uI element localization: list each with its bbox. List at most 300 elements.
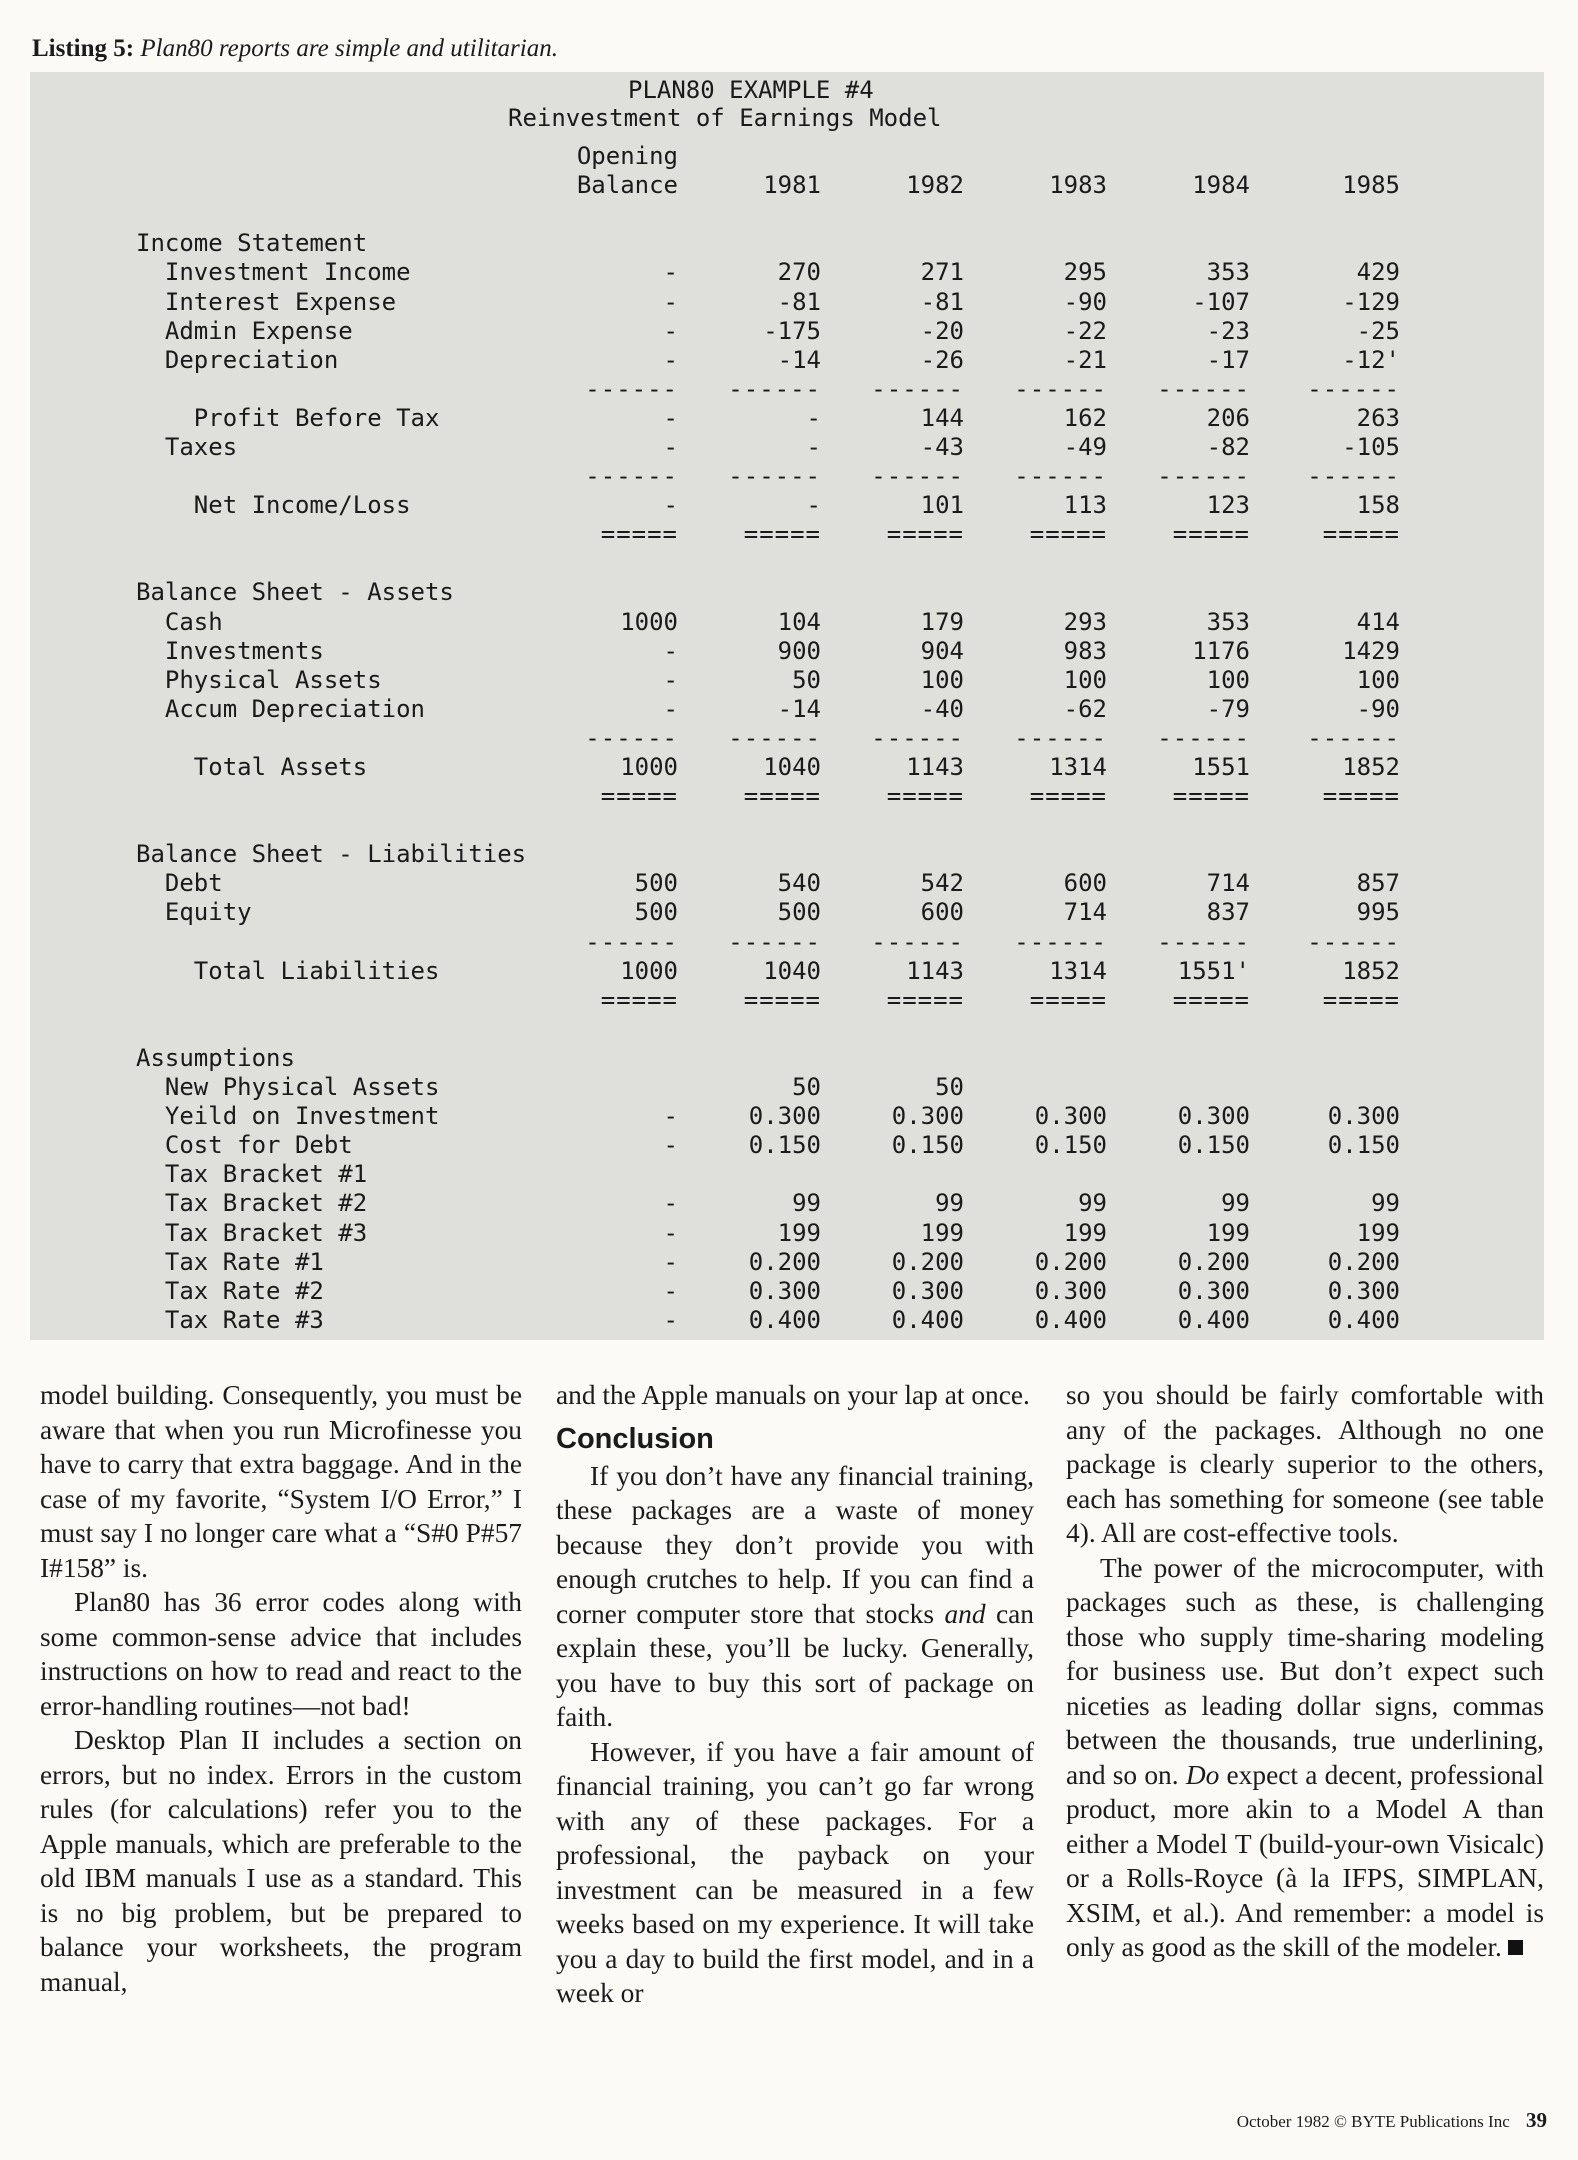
paragraph: so you should be fairly comfortable with any of the packages. Although no one package is clearly superior to the others, each has something for someone (see table 4). All are cost-effective tools. <box>1066 1380 1544 1548</box>
listing-row-label: Tax Bracket #2 <box>136 1189 368 1218</box>
listing-cell: ------ <box>1307 374 1400 403</box>
listing-cell: 0.300 <box>748 1276 821 1305</box>
listing-cell: 0.400 <box>891 1305 964 1334</box>
listing-cell <box>1250 578 1400 607</box>
listing-row-label: Total Assets <box>136 753 368 782</box>
listing-cell: ------ <box>728 374 821 403</box>
emphasis-text: and <box>944 1598 986 1629</box>
listing-cell: ===== <box>600 985 678 1014</box>
listing-row <box>136 1015 1400 1044</box>
listing-label: Listing 5: <box>32 35 135 62</box>
listing-cell: -49 <box>1063 432 1107 461</box>
listing-cell: ------ <box>1307 462 1400 491</box>
listing-cell <box>964 1073 1107 1102</box>
listing-row <box>136 1248 1400 1277</box>
listing-cell: -90 <box>1356 694 1400 723</box>
listing-cell: 500 <box>777 898 821 927</box>
listing-cell <box>1107 142 1250 171</box>
listing-row-label: Net Income/Loss <box>136 491 411 520</box>
listing-cell: 1000 <box>620 753 678 782</box>
listing-cell <box>821 1015 964 1044</box>
listing-cell: 600 <box>1063 869 1107 898</box>
listing-cell <box>1107 578 1250 607</box>
listing-cell: -90 <box>1063 287 1107 316</box>
listing-cell <box>1250 1015 1400 1044</box>
listing-cell: 104 <box>777 607 821 636</box>
listing-table <box>136 142 1400 1335</box>
listing-cell <box>1107 200 1250 229</box>
listing-cell: 144 <box>920 403 964 432</box>
article-column-1 <box>40 1378 522 1999</box>
listing-row-label: Equity <box>136 898 252 927</box>
listing-cell: 353 <box>1206 258 1250 287</box>
listing-cell: 1982 <box>906 171 964 200</box>
article-column-2 <box>556 1378 1034 2011</box>
listing-cell: -23 <box>1206 316 1250 345</box>
listing-cell <box>1107 840 1250 869</box>
listing-cell <box>1250 549 1400 578</box>
listing-cell <box>1250 840 1400 869</box>
listing-cell: ===== <box>886 520 964 549</box>
listing-cell <box>1107 811 1250 840</box>
listing-cell: 1143 <box>906 956 964 985</box>
paragraph <box>556 1459 1034 1735</box>
listing-cell: ------ <box>1014 374 1107 403</box>
listing-cell: 0.400 <box>748 1305 821 1334</box>
listing-cell: 199 <box>1356 1218 1400 1247</box>
listing-cell: -25 <box>1356 316 1400 345</box>
listing-row-label <box>136 986 568 1015</box>
listing-cell: ------ <box>1014 927 1107 956</box>
listing-row <box>136 287 1400 316</box>
listing-cell: ------ <box>871 462 964 491</box>
listing-cell: 0.200 <box>1327 1247 1400 1276</box>
listing-cell: - <box>663 1305 678 1334</box>
listing-cell: 50 <box>935 1073 964 1102</box>
listing-row-label: Tax Bracket #3 <box>136 1218 368 1247</box>
listing-cell <box>678 142 821 171</box>
listing-cell: ===== <box>1322 520 1400 549</box>
listing-row <box>136 986 1400 1015</box>
listing-cell <box>1250 811 1400 840</box>
listing-cell <box>1250 1073 1400 1102</box>
listing-row-label: Taxes <box>136 432 238 461</box>
listing-cell <box>821 142 964 171</box>
listing-cell: 1852 <box>1342 956 1400 985</box>
listing-cell: - <box>806 403 821 432</box>
listing-row <box>136 957 1400 986</box>
listing-row-label <box>136 375 568 404</box>
listing-cell: ------ <box>1307 927 1400 956</box>
listing-cell: 1176 <box>1192 636 1250 665</box>
listing-cell <box>964 1044 1107 1073</box>
listing-cell: 1981 <box>763 171 821 200</box>
listing-cell: 857 <box>1356 869 1400 898</box>
listing-row <box>136 491 1400 520</box>
listing-cell: ------ <box>871 927 964 956</box>
listing-row <box>136 258 1400 287</box>
listing-cell: 1314 <box>1049 753 1107 782</box>
listing-row <box>136 520 1400 549</box>
listing-cell: -175 <box>763 316 821 345</box>
listing-cell: -12' <box>1342 345 1400 374</box>
listing-cell: -17 <box>1206 345 1250 374</box>
listing-cell <box>964 840 1107 869</box>
listing-cell <box>964 549 1107 578</box>
listing-cell: 0.300 <box>1177 1102 1250 1131</box>
listing-cell: 162 <box>1063 403 1107 432</box>
listing-cell: 100 <box>920 665 964 694</box>
listing-cell <box>964 811 1107 840</box>
listing-cell: 199 <box>1206 1218 1250 1247</box>
listing-row <box>136 840 1400 869</box>
listing-row-label: Tax Rate #1 <box>136 1247 324 1276</box>
section-heading: Conclusion <box>556 1422 714 1455</box>
listing-cell: - <box>663 287 678 316</box>
listing-cell <box>821 578 964 607</box>
listing-cell: 900 <box>777 636 821 665</box>
listing-cell: 1314 <box>1049 956 1107 985</box>
listing-cell <box>568 200 678 229</box>
listing-row <box>136 462 1400 491</box>
listing-cell <box>568 1160 678 1189</box>
listing-cell: ------ <box>1157 374 1250 403</box>
listing-cell: -107 <box>1192 287 1250 316</box>
listing-row <box>136 317 1400 346</box>
listing-cell: ------ <box>728 462 821 491</box>
listing-cell <box>568 1015 678 1044</box>
listing-row-label: Depreciation <box>136 345 339 374</box>
listing-cell: - <box>806 432 821 461</box>
listing-cell: 271 <box>920 258 964 287</box>
page-number: 39 <box>1526 2108 1547 2132</box>
end-of-article-mark <box>1508 1940 1523 1955</box>
listing-row <box>136 1189 1400 1218</box>
listing-row-label <box>136 520 568 549</box>
paragraph: model building. Consequently, you must be aware that when you run Microfinesse you have to carry that extra baggage. And in the case of my favorite, “System I/O Error,” I must say I no longer care what a “S#0 P#57 I#158” is. <box>40 1380 522 1583</box>
listing-cell: ===== <box>1172 782 1250 811</box>
listing-row <box>136 1160 1400 1189</box>
listing-row-label <box>136 171 568 200</box>
listing-cell: 100 <box>1356 665 1400 694</box>
listing-cell: 50 <box>792 1073 821 1102</box>
paragraph: Plan80 has 36 error codes along with some common-sense advice that includes instructions on how to read and react to the error-handling routines—not bad! <box>40 1587 522 1721</box>
listing-cell <box>964 142 1107 171</box>
listing-cell: 270 <box>777 258 821 287</box>
listing-row-label <box>136 928 568 957</box>
listing-cell: 1000 <box>620 956 678 985</box>
listing-row <box>136 578 1400 607</box>
listing-cell <box>1250 1044 1400 1073</box>
listing-cell: 99 <box>1371 1189 1400 1218</box>
listing-row <box>136 142 1400 171</box>
listing-cell: 1040 <box>763 956 821 985</box>
listing-cell: ===== <box>743 520 821 549</box>
listing-row <box>136 782 1400 811</box>
listing-cell <box>568 1044 678 1073</box>
listing-cell: ------ <box>1014 462 1107 491</box>
listing-row-label: Investments <box>136 636 324 665</box>
listing-cell <box>678 549 821 578</box>
listing-cell <box>678 200 821 229</box>
listing-cell: 0.300 <box>1177 1276 1250 1305</box>
paragraph: and the Apple manuals on your lap at once. <box>556 1380 1030 1410</box>
listing-cell: 414 <box>1356 607 1400 636</box>
listing-cell <box>1250 229 1400 258</box>
listing-row <box>136 404 1400 433</box>
listing-cell: 0.400 <box>1177 1305 1250 1334</box>
listing-cell <box>821 229 964 258</box>
listing-cell: 714 <box>1206 869 1250 898</box>
listing-cell: -105 <box>1342 432 1400 461</box>
listing-cell: - <box>663 1102 678 1131</box>
listing-row <box>136 1073 1400 1102</box>
listing-cell: 0.400 <box>1034 1305 1107 1334</box>
listing-cell: - <box>663 491 678 520</box>
listing-cell: 542 <box>920 869 964 898</box>
listing-cell <box>821 840 964 869</box>
listing-cell <box>678 229 821 258</box>
listing-cell: -62 <box>1063 694 1107 723</box>
listing-row <box>136 1218 1400 1247</box>
listing-row <box>136 1277 1400 1306</box>
listing-row-label: Balance Sheet - Liabilities <box>136 840 527 869</box>
listing-cell: -20 <box>920 316 964 345</box>
listing-cell: 0.150 <box>1327 1131 1400 1160</box>
listing-cell <box>964 1015 1107 1044</box>
listing-row <box>136 753 1400 782</box>
listing-cell: 101 <box>920 491 964 520</box>
listing-cell: 199 <box>1063 1218 1107 1247</box>
listing-cell: ===== <box>743 985 821 1014</box>
listing-cell <box>568 811 678 840</box>
listing-cell <box>678 1044 821 1073</box>
listing-row-label: Tax Rate #3 <box>136 1305 324 1334</box>
listing-row-label <box>136 142 568 171</box>
listing-cell <box>964 200 1107 229</box>
listing-cell: 0.200 <box>748 1247 821 1276</box>
listing-cell: -43 <box>920 432 964 461</box>
listing-cell: ------ <box>585 462 678 491</box>
listing-cell: ------ <box>1157 927 1250 956</box>
listing-cell: 600 <box>920 898 964 927</box>
listing-cell: 0.300 <box>1034 1102 1107 1131</box>
listing-cell: 1983 <box>1049 171 1107 200</box>
listing-cell <box>1250 1160 1400 1189</box>
listing-cell: 179 <box>920 607 964 636</box>
listing-row-label: Investment Income <box>136 258 411 287</box>
listing-cell <box>678 1015 821 1044</box>
listing-cell: -14 <box>777 694 821 723</box>
listing-cell: 293 <box>1063 607 1107 636</box>
listing-cell: ------ <box>728 723 821 752</box>
listing-cell: 1143 <box>906 753 964 782</box>
listing-cell <box>821 200 964 229</box>
listing-title: PLAN80 EXAMPLE #4 <box>628 76 874 104</box>
listing-row <box>136 724 1400 753</box>
listing-row <box>136 637 1400 666</box>
listing-cell: 0.400 <box>1327 1305 1400 1334</box>
listing-row-label: Profit Before Tax <box>136 403 440 432</box>
listing-cell: 0.200 <box>1034 1247 1107 1276</box>
listing-cell: -40 <box>920 694 964 723</box>
listing-cell: 1429 <box>1342 636 1400 665</box>
listing-cell <box>821 549 964 578</box>
listing-row-label: Interest Expense <box>136 287 397 316</box>
listing-cell: ------ <box>1014 723 1107 752</box>
listing-cell: 1984 <box>1192 171 1250 200</box>
listing-row-label: Total Liabilities <box>136 956 440 985</box>
listing-cell <box>568 840 678 869</box>
listing-cell: - <box>663 1131 678 1160</box>
listing-cell: 0.150 <box>748 1131 821 1160</box>
listing-cell: -14 <box>777 345 821 374</box>
paragraph: Desktop Plan II includes a section on errors, but no index. Errors in the custom rules (for calculations) refer you to the Apple manuals, which are preferable to the old IBM manuals I use as a standard. This is no big problem, but be prepared to balance your worksheets, the program manual, <box>40 1725 522 1997</box>
listing-cell: - <box>663 1276 678 1305</box>
listing-row-label: Yeild on Investment <box>136 1102 440 1131</box>
listing-cell: -79 <box>1206 694 1250 723</box>
listing-row-label: Debt <box>136 869 223 898</box>
listing-cell: 983 <box>1063 636 1107 665</box>
listing-row-label: Balance Sheet - Assets <box>136 578 454 607</box>
listing-cell: 295 <box>1063 258 1107 287</box>
listing-cell: 99 <box>935 1189 964 1218</box>
listing-cell: 1551' <box>1177 956 1250 985</box>
listing-row <box>136 811 1400 840</box>
listing-subtitle: Reinvestment of Earnings Model <box>508 104 942 132</box>
listing-row <box>136 433 1400 462</box>
listing-cell: -129 <box>1342 287 1400 316</box>
listing-row <box>136 928 1400 957</box>
listing-row-label: Cash <box>136 607 223 636</box>
listing-cell: - <box>663 1218 678 1247</box>
listing-cell <box>821 1044 964 1073</box>
listing-cell: ===== <box>600 782 678 811</box>
listing-cell: ------ <box>1157 462 1250 491</box>
listing-cell: 904 <box>920 636 964 665</box>
paragraph-text: expect a decent, professional product, more akin to a Model A than either a Model T (build-your-own Visicalc) or a Rolls-Royce (à la IFPS, SIMPLAN, XSIM, et al.). And remember: a model is only as good as the skill of the modeler. <box>1066 1759 1545 1962</box>
listing-cell: 158 <box>1356 491 1400 520</box>
listing-cell <box>964 229 1107 258</box>
listing-cell: 113 <box>1063 491 1107 520</box>
listing-cell: - <box>663 1189 678 1218</box>
listing-row-label <box>136 1015 568 1044</box>
listing-cell: ===== <box>600 520 678 549</box>
listing-cell: ===== <box>1322 985 1400 1014</box>
listing-row <box>136 171 1400 200</box>
listing-cell: 500 <box>634 869 678 898</box>
listing-cell: 199 <box>920 1218 964 1247</box>
listing-row <box>136 1131 1400 1160</box>
listing-cell: ------ <box>1157 723 1250 752</box>
listing-cell <box>1250 142 1400 171</box>
listing-row-label <box>136 200 568 229</box>
listing-row <box>136 346 1400 375</box>
listing-cell: ------ <box>728 927 821 956</box>
listing-cell <box>568 229 678 258</box>
listing-cell: 1852 <box>1342 753 1400 782</box>
listing-row-label <box>136 462 568 491</box>
listing-cell: 123 <box>1206 491 1250 520</box>
listing-cell <box>1250 200 1400 229</box>
listing-cell <box>1107 1044 1250 1073</box>
listing-row <box>136 608 1400 637</box>
listing-cell: - <box>663 1247 678 1276</box>
listing-row-label: Income Statement <box>136 229 368 258</box>
listing-cell: 1551 <box>1192 753 1250 782</box>
listing-cell: ===== <box>1029 520 1107 549</box>
listing-row-label: Assumptions <box>136 1043 295 1072</box>
listing-cell: 995 <box>1356 898 1400 927</box>
listing-cell: ===== <box>1172 985 1250 1014</box>
listing-cell: ===== <box>1172 520 1250 549</box>
listing-row-label: Physical Assets <box>136 665 382 694</box>
listing-cell: Balance <box>576 171 678 200</box>
listing-cell: 429 <box>1356 258 1400 287</box>
paragraph-text: The power of the microcomputer, with packages such as these, is challenging those who supply time-sharing modeling for business use. But don’t expect such niceties as leading dollar signs, commas between the thousands, true underlining, and so on. <box>1066 1552 1544 1790</box>
listing-cell <box>964 578 1107 607</box>
listing-cell <box>1107 549 1250 578</box>
listing-cell: 0.150 <box>1034 1131 1107 1160</box>
listing-cell: 1040 <box>763 753 821 782</box>
listing-row-label: Tax Bracket #1 <box>136 1160 368 1189</box>
listing-cell: 99 <box>1221 1189 1250 1218</box>
listing-cell: 100 <box>1063 665 1107 694</box>
listing-cell <box>568 1073 678 1102</box>
listing-cell: -81 <box>777 287 821 316</box>
listing-cell: 99 <box>792 1189 821 1218</box>
listing-cell <box>568 549 678 578</box>
listing-cell: 0.300 <box>1327 1102 1400 1131</box>
listing-cell: - <box>806 491 821 520</box>
listing-cell <box>1107 1160 1250 1189</box>
listing-cell: -81 <box>920 287 964 316</box>
paragraph <box>1066 1551 1544 1965</box>
footer-credit: October 1982 © BYTE Publications Inc <box>1236 2112 1510 2131</box>
paragraph-text: If you don’t have any financial training, these packages are a waste of money because they don’t provide you with enough crutches to help. If you can find a corner computer store that stocks <box>556 1460 1034 1629</box>
listing-cell: 837 <box>1206 898 1250 927</box>
listing-cell: ===== <box>743 782 821 811</box>
listing-row-label <box>136 782 568 811</box>
listing-cell: - <box>663 258 678 287</box>
listing-cell: 0.150 <box>1177 1131 1250 1160</box>
listing-cell: 540 <box>777 869 821 898</box>
listing-cell <box>821 1160 964 1189</box>
listing-cell: Opening <box>576 142 678 171</box>
listing-cell: -26 <box>920 345 964 374</box>
listing-cell: ------ <box>1307 723 1400 752</box>
listing-row <box>136 666 1400 695</box>
listing-cell: ===== <box>886 985 964 1014</box>
paragraph: However, if you have a fair amount of financial training, you can’t go far wrong with any of these packages. For a professional, the payback on your investment can be measured in a few weeks based on my experience. It will take you a day to build the first model, and in a week or <box>556 1736 1034 2008</box>
emphasis-text: Do <box>1185 1759 1220 1790</box>
listing-cell: 0.150 <box>891 1131 964 1160</box>
listing-cell <box>1107 1073 1250 1102</box>
listing-caption-text: Plan80 reports are simple and utilitarian. <box>140 35 558 62</box>
listing-row <box>136 869 1400 898</box>
listing-row <box>136 898 1400 927</box>
listing-cell: - <box>663 665 678 694</box>
listing-cell: - <box>663 316 678 345</box>
listing-cell: ------ <box>585 723 678 752</box>
listing-cell <box>1107 1015 1250 1044</box>
listing-row <box>136 375 1400 404</box>
listing-cell <box>678 840 821 869</box>
listing-row <box>136 200 1400 229</box>
listing-cell: 0.200 <box>891 1247 964 1276</box>
listing-cell: 0.300 <box>891 1102 964 1131</box>
listing-row-label: Accum Depreciation <box>136 694 425 723</box>
